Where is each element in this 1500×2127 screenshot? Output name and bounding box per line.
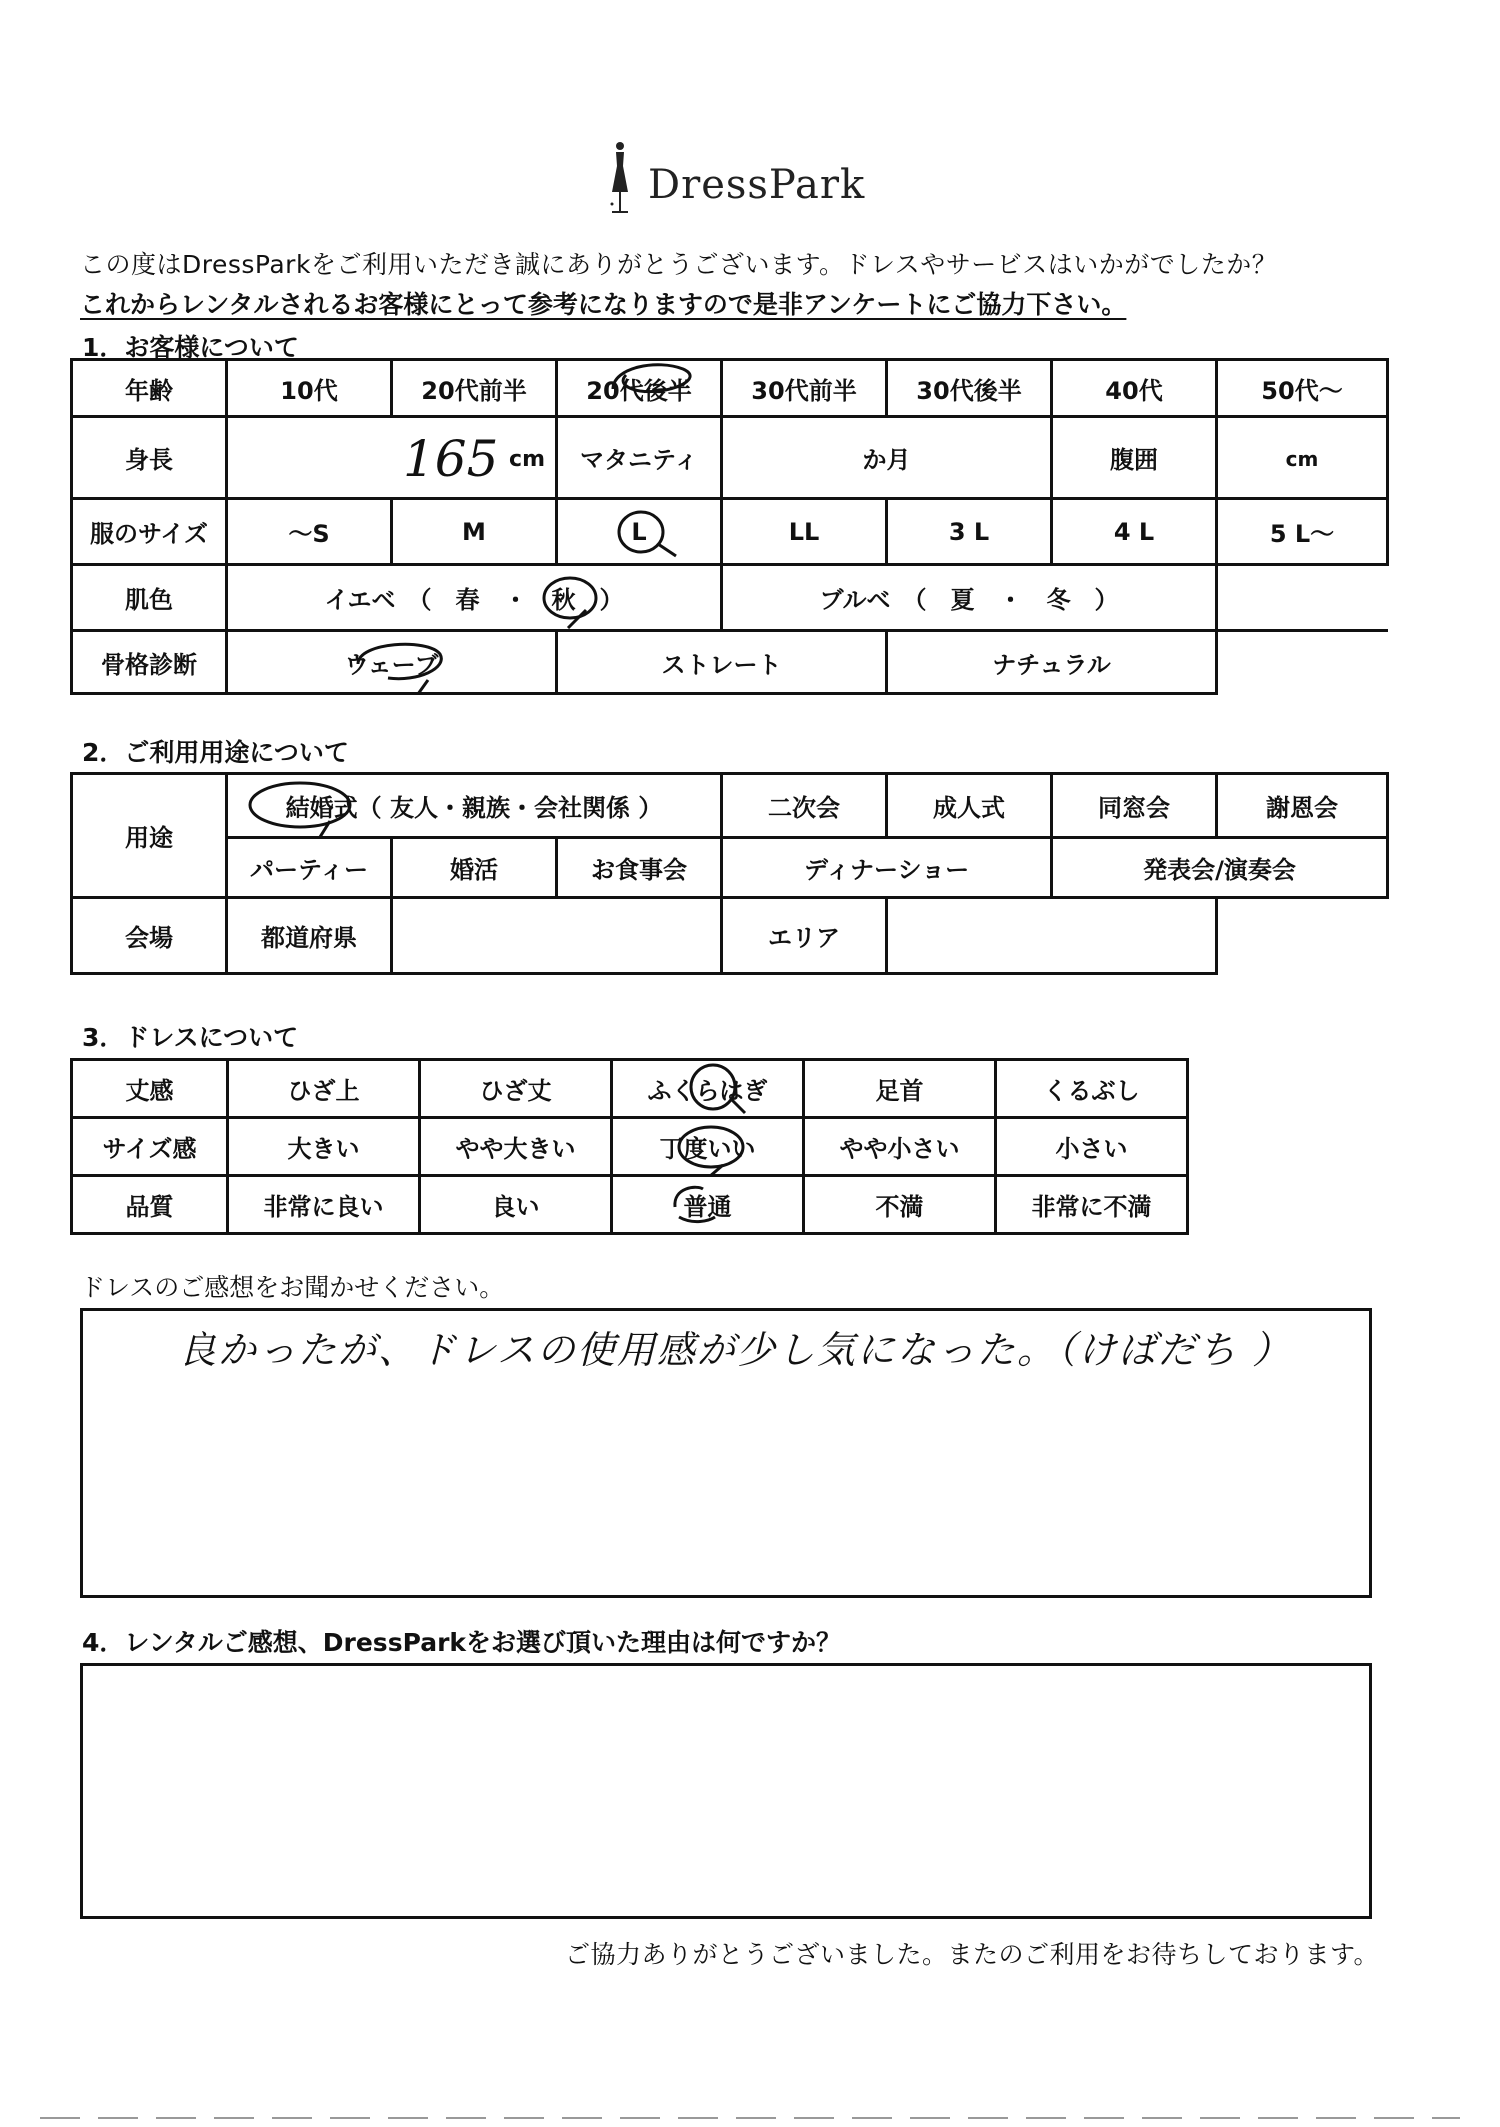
age-option[interactable]: 40代 <box>1052 360 1217 417</box>
frame-option[interactable]: ナチュラル <box>887 631 1217 694</box>
age-option[interactable]: 10代 <box>227 360 392 417</box>
frame-label: 骨格診断 <box>72 631 227 694</box>
skin-blue-option[interactable]: ブルベ （ 夏 ・ 冬 ） <box>722 565 1217 631</box>
length-option[interactable]: ひざ丈 <box>420 1060 612 1118</box>
age-option[interactable]: 20代前半 <box>392 360 557 417</box>
circle-mark <box>613 1177 804 1234</box>
age-option[interactable]: 30代前半 <box>722 360 887 417</box>
size-option[interactable]: 5 L～ <box>1217 499 1388 565</box>
circle-mark <box>558 361 722 417</box>
height-value: 165 <box>403 430 499 488</box>
dress-table <box>70 1058 1189 1235</box>
size-option-selected[interactable] <box>557 499 722 565</box>
waist-field[interactable] <box>1217 417 1388 499</box>
length-row <box>72 1060 1188 1118</box>
quality-label: 品質 <box>72 1176 228 1234</box>
area-field[interactable] <box>887 898 1217 974</box>
size-option[interactable]: 3 L <box>887 499 1052 565</box>
comment-box[interactable] <box>80 1308 1372 1598</box>
purpose-row-1 <box>72 774 1388 838</box>
frame-option-text: ウェーブ <box>344 650 439 679</box>
height-unit: cm <box>509 446 545 472</box>
intro-line-1: この度はDressParkをご利用いただき誠にありがとうございます。ドレスやサービスはいかがでしたか？ <box>80 250 1278 279</box>
age-row <box>72 360 1388 417</box>
length-option[interactable]: 足首 <box>804 1060 996 1118</box>
maternity-unit: か月 <box>862 446 911 474</box>
skin-label: 肌色 <box>72 565 227 631</box>
circle-mark <box>613 1119 804 1176</box>
age-label: 年齢 <box>72 360 227 417</box>
size-option[interactable]: M <box>392 499 557 565</box>
length-option[interactable]: ひざ上 <box>228 1060 420 1118</box>
section-1-title: 1．お客様について <box>82 333 299 362</box>
purpose-option[interactable]: 二次会 <box>722 774 887 838</box>
skin-yellow-option[interactable] <box>227 565 722 631</box>
maternity-label: マタニティ <box>557 417 722 499</box>
section-2-title: 2．ご利用用途について <box>82 738 349 767</box>
frame-empty <box>1217 631 1388 694</box>
frame-row <box>72 631 1388 694</box>
purpose-label: 用途 <box>72 774 227 898</box>
length-option[interactable]: くるぶし <box>996 1060 1188 1118</box>
fit-option-text: 丁度いい <box>659 1135 756 1163</box>
size-row <box>72 499 1388 565</box>
height-field[interactable] <box>227 417 557 499</box>
dress-icon <box>600 140 640 220</box>
frame-option-selected[interactable] <box>227 631 557 694</box>
purpose-option[interactable]: 同窓会 <box>1052 774 1217 838</box>
length-option-selected[interactable] <box>612 1060 804 1118</box>
fit-option-selected[interactable] <box>612 1118 804 1176</box>
age-option-selected[interactable] <box>557 360 722 417</box>
size-option[interactable]: 4 L <box>1052 499 1217 565</box>
prefecture-field[interactable] <box>392 898 722 974</box>
section-4-title: 4．レンタルご感想、DressParkをお選び頂いた理由は何ですか？ <box>82 1628 842 1657</box>
purpose-option[interactable]: 成人式 <box>887 774 1052 838</box>
size-option[interactable]: LL <box>722 499 887 565</box>
circle-mark <box>558 500 722 565</box>
reason-box[interactable] <box>80 1663 1372 1919</box>
age-option-text: 20代後半 <box>586 376 692 405</box>
section-3-title: 3．ドレスについて <box>82 1023 299 1052</box>
customer-table <box>70 358 1389 695</box>
fit-label: サイズ感 <box>72 1118 228 1176</box>
logo-text: DressPark <box>648 162 866 208</box>
skin-yellow-text: イエベ （ 春 ・ 秋 ） <box>324 586 624 614</box>
waist-label: 腹囲 <box>1052 417 1217 499</box>
frame-option[interactable]: ストレート <box>557 631 887 694</box>
scan-edge-marks <box>0 2110 1500 2127</box>
fit-row <box>72 1118 1188 1176</box>
circle-mark <box>613 1061 804 1118</box>
prefecture-label: 都道府県 <box>227 898 392 974</box>
skin-row <box>72 565 1388 631</box>
purpose-option[interactable]: 婚活 <box>392 838 557 898</box>
quality-row <box>72 1176 1188 1234</box>
fit-option[interactable]: やや大きい <box>420 1118 612 1176</box>
purpose-option[interactable]: 謝恩会 <box>1217 774 1388 838</box>
quality-option-selected[interactable] <box>612 1176 804 1234</box>
fit-option[interactable]: 小さい <box>996 1118 1188 1176</box>
purpose-wedding-text: 結婚式（ 友人・親族・会社関係 ） <box>285 794 663 822</box>
purpose-table <box>70 772 1389 975</box>
purpose-option[interactable]: パーティー <box>227 838 392 898</box>
venue-label: 会場 <box>72 898 227 974</box>
quality-option-text: 普通 <box>683 1193 732 1221</box>
length-label: 丈感 <box>72 1060 228 1118</box>
circle-mark <box>228 775 722 838</box>
venue-empty <box>1217 898 1388 974</box>
quality-option[interactable]: 良い <box>420 1176 612 1234</box>
circle-mark <box>228 566 722 631</box>
height-row <box>72 417 1388 499</box>
purpose-option[interactable]: お食事会 <box>557 838 722 898</box>
age-option[interactable]: 30代後半 <box>887 360 1052 417</box>
quality-option[interactable]: 非常に不満 <box>996 1176 1188 1234</box>
comment-prompt: ドレスのご感想をお聞かせください。 <box>80 1273 505 1302</box>
venue-row <box>72 898 1388 974</box>
fit-option[interactable]: やや小さい <box>804 1118 996 1176</box>
closing-message: ご協力ありがとうございました。またのご利用をお待ちしております。 <box>565 1940 1380 1969</box>
skin-empty <box>1217 565 1388 631</box>
age-option[interactable]: 50代～ <box>1217 360 1388 417</box>
size-label: 服のサイズ <box>72 499 227 565</box>
purpose-option[interactable]: ディナーショー <box>722 838 1052 898</box>
quality-option[interactable]: 非常に良い <box>228 1176 420 1234</box>
purpose-wedding-selected[interactable] <box>227 774 722 838</box>
comment-text: 良かったが、ドレスの使用感が少し気になった。（けばだち ） <box>178 1328 1292 1372</box>
maternity-field[interactable] <box>722 417 1052 499</box>
intro-line-2: これからレンタルされるお客様にとって参考になりますので是非アンケートにご協力下さい。 <box>80 290 1127 319</box>
fit-option[interactable]: 大きい <box>228 1118 420 1176</box>
size-option-text: L <box>631 517 647 546</box>
height-label: 身長 <box>72 417 227 499</box>
length-option-text: ふくらはぎ <box>647 1077 768 1105</box>
area-label: エリア <box>722 898 887 974</box>
purpose-row-2 <box>72 838 1388 898</box>
circle-mark <box>228 632 557 694</box>
quality-option[interactable]: 不満 <box>804 1176 996 1234</box>
waist-unit: cm <box>1285 446 1319 471</box>
purpose-option[interactable]: 発表会/演奏会 <box>1052 838 1388 898</box>
size-option[interactable]: ～S <box>227 499 392 565</box>
dresspark-logo <box>600 140 866 230</box>
